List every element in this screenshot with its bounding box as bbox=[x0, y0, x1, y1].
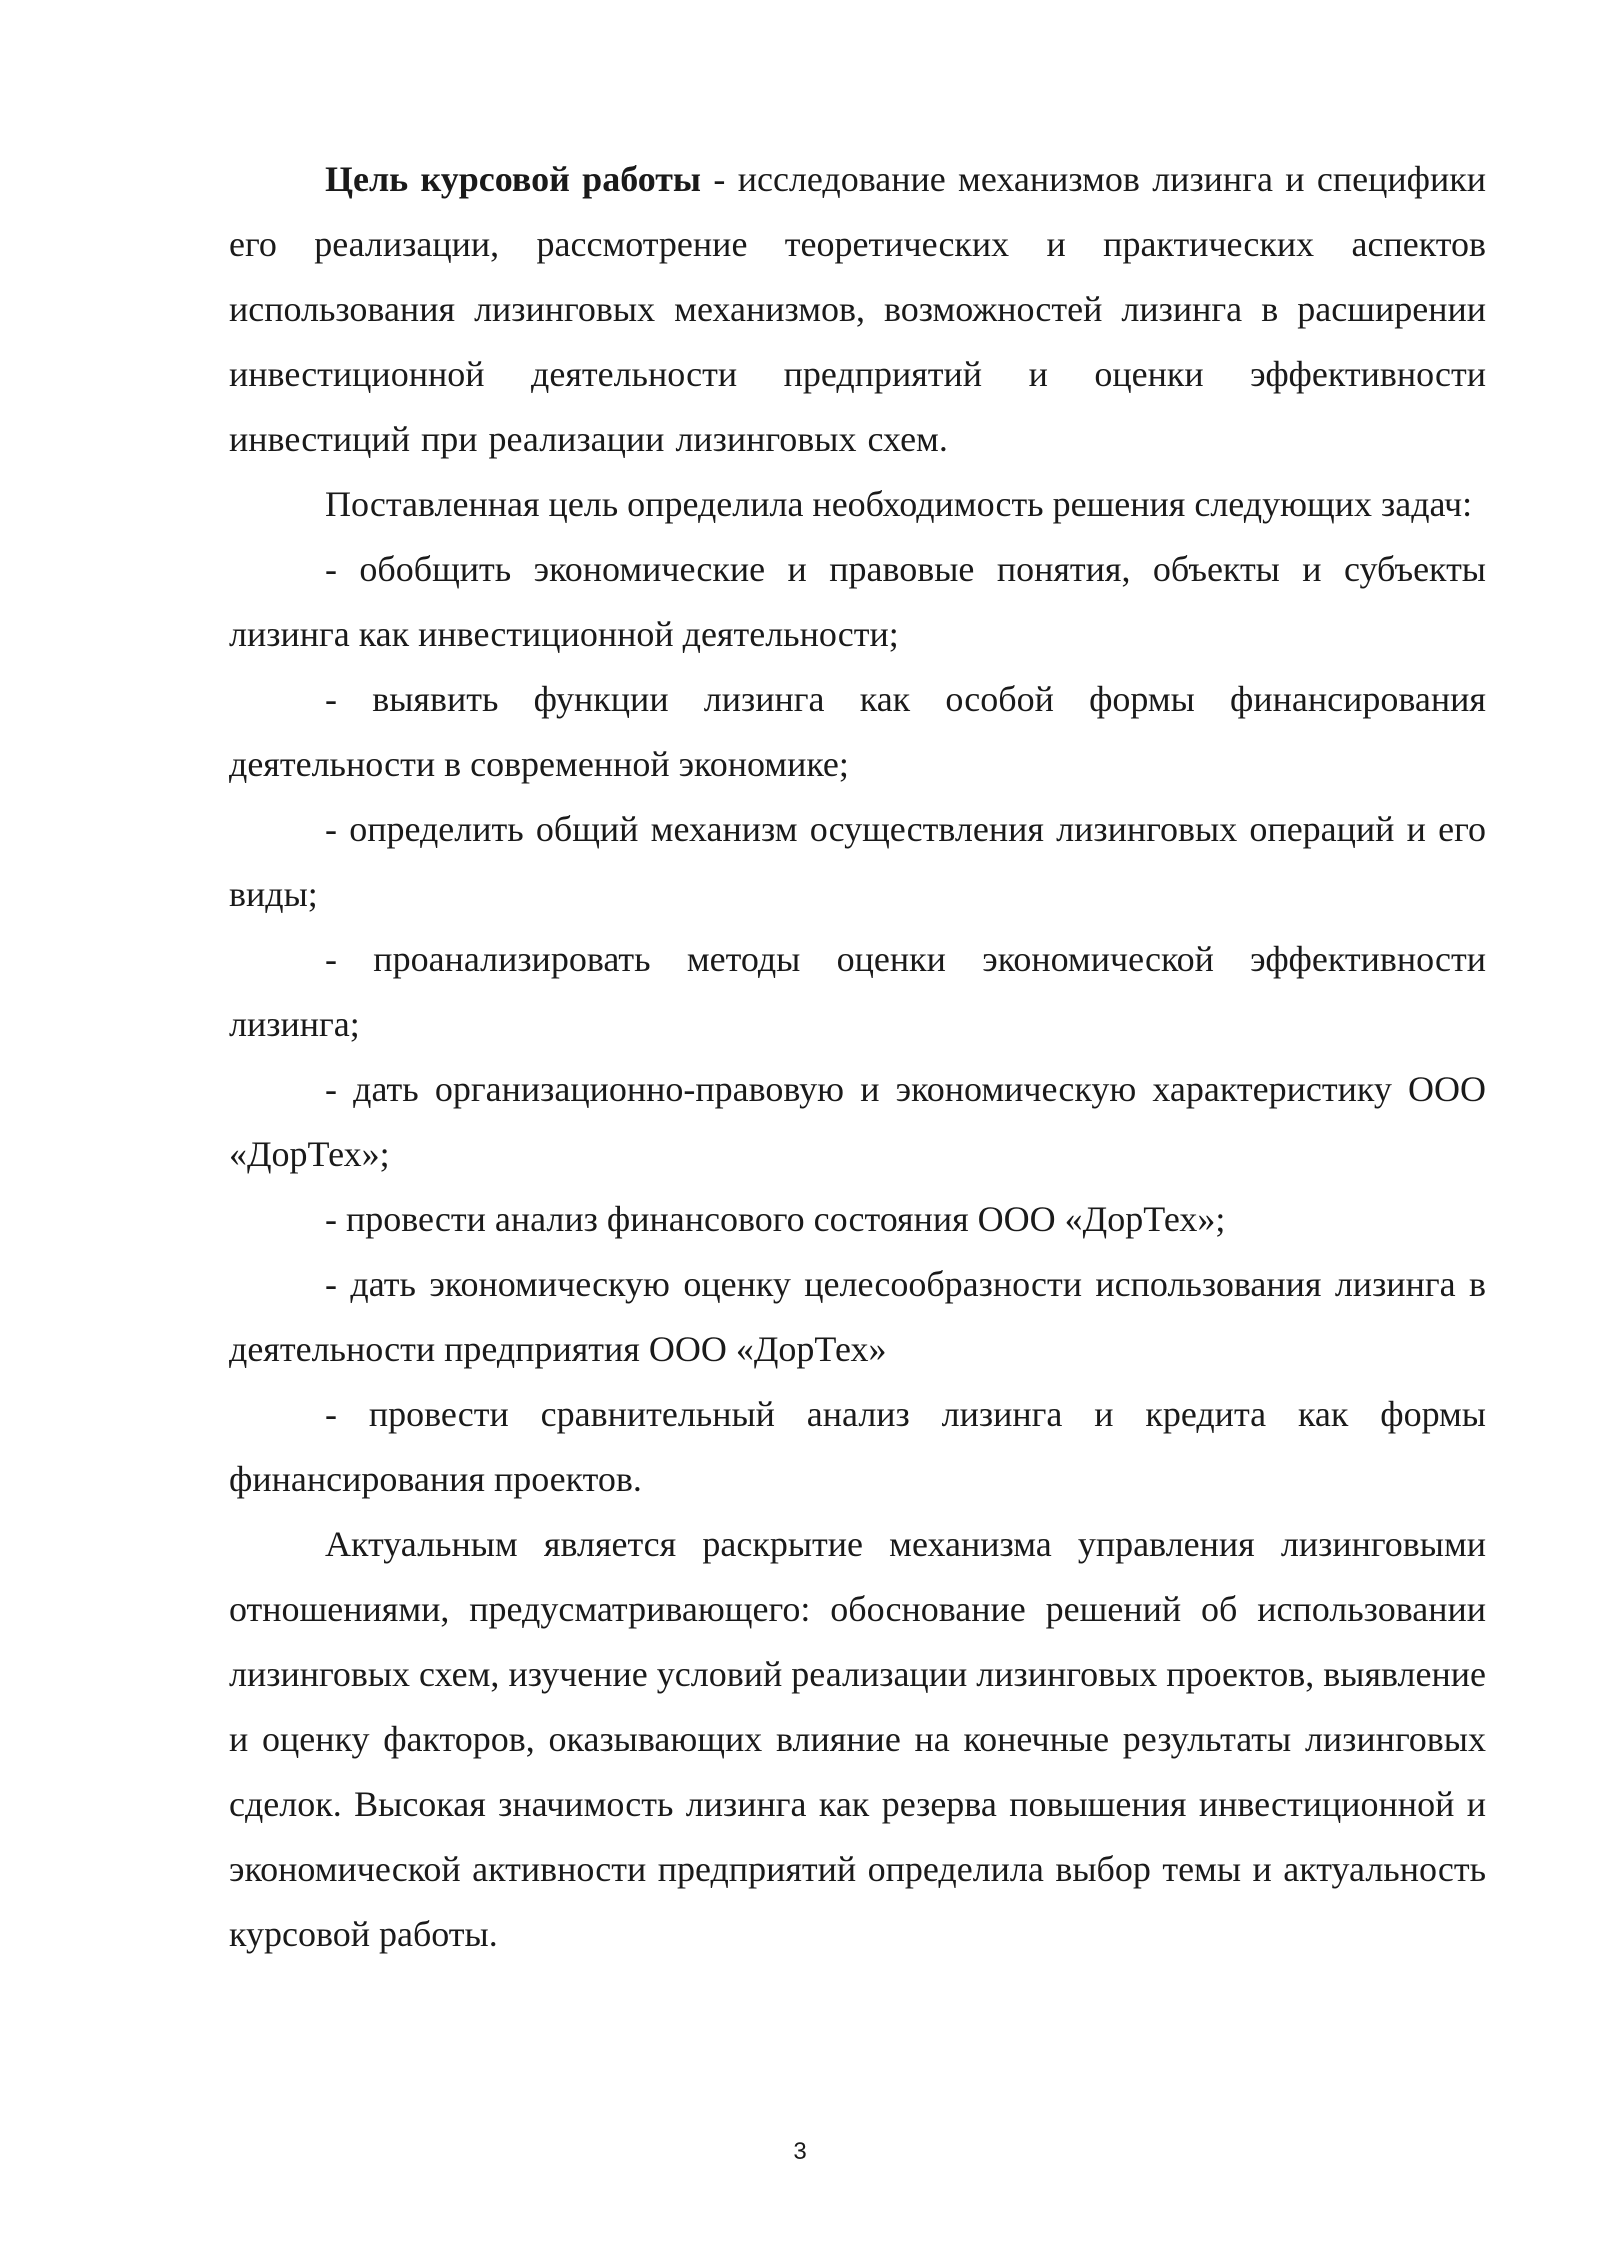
document-body bbox=[229, 147, 1486, 1967]
task-item: - дать экономическую оценку целесообразности использования лизинга в деятельности предприятия ООО «ДорТех» bbox=[229, 1264, 1486, 1369]
goal-heading: Цель курсовой работы bbox=[325, 159, 702, 199]
relevance-paragraph: Актуальным является раскрытие механизма управления лизинговыми отношениями, предусматривающего: обоснование решений об использовании лизинговых схем, изучение условий реализации лизинговых проектов, выявление и оценку факторов, оказывающих влияние на конечные результаты лизинговых сделок. Высокая значимость лизинга как резерва повышения инвестиционной и экономической активности предприятий определила выбор темы и актуальность курсовой работы. bbox=[229, 1524, 1486, 1954]
page-number: 3 bbox=[793, 2138, 807, 2165]
task-item: - провести сравнительный анализ лизинга и кредита как формы финансирования проектов. bbox=[229, 1394, 1486, 1499]
tasks-intro-paragraph: Поставленная цель определила необходимость решения следующих задач: bbox=[325, 484, 1473, 524]
task-item: - дать организационно-правовую и экономическую характеристику ООО «ДорТех»; bbox=[229, 1069, 1486, 1174]
task-item: - определить общий механизм осуществления лизинговых операций и его виды; bbox=[229, 809, 1486, 914]
task-item: - проанализировать методы оценки экономической эффективности лизинга; bbox=[229, 939, 1486, 1044]
goal-paragraph bbox=[229, 147, 1486, 472]
task-item: - провести анализ финансового состояния ООО «ДорТех»; bbox=[325, 1199, 1226, 1239]
task-item: - обобщить экономические и правовые понятия, объекты и субъекты лизинга как инвестиционной деятельности; bbox=[229, 549, 1486, 654]
task-item: - выявить функции лизинга как особой формы финансирования деятельности в современной экономике; bbox=[229, 679, 1486, 784]
goal-text: - исследование механизмов лизинга и специфики его реализации, рассмотрение теоретических и практических аспектов использования лизинговых механизмов, возможностей лизинга в расширении инвестиционной деятельности предприятий и оценки эффективности инвестиций при реализации лизинговых схем. bbox=[229, 159, 1486, 459]
